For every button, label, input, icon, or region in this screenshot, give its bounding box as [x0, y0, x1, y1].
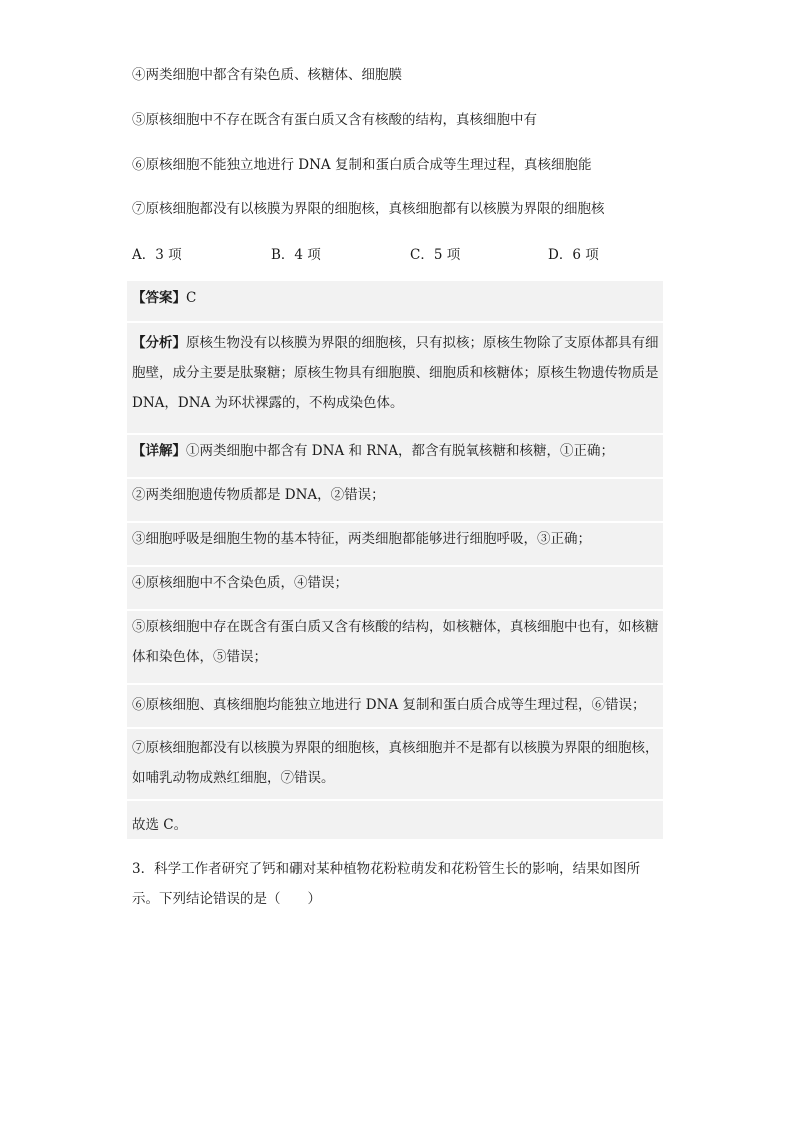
- analysis-paragraph: [132, 328, 664, 418]
- detail-item-1: ①两类细胞中都含有 DNA 和 RNA，都含有脱氧核糖和核糖，①正确；: [186, 443, 614, 459]
- analysis-tag: 【分析】: [132, 335, 186, 351]
- detail-first-line: [132, 440, 664, 462]
- answer-tag: 【答案】: [132, 290, 186, 306]
- option-d: D．6 项: [548, 247, 599, 263]
- answer-line: [132, 287, 664, 309]
- analysis-text: 原核生物没有以核膜为界限的细胞核，只有拟核；原核生物除了支原体都具有细胞壁，成分主要是肽聚糖；原核生物具有细胞膜、细胞质和核糖体；原核生物遗传物质是 DNA，DNA 为环状裸露的，不构成染色体。: [132, 335, 659, 411]
- option-a: A．3 项: [132, 247, 182, 263]
- detail-item-4: ④原核细胞中不含染色质，④错误；: [132, 575, 348, 591]
- answer-options: [132, 243, 664, 265]
- detail-conclusion: 故选 C。: [132, 817, 188, 833]
- detail-tag: 【详解】: [132, 443, 186, 459]
- answer-value: C: [186, 290, 197, 306]
- option-b: B．4 项: [271, 247, 321, 263]
- question-3: 3．科学工作者研究了钙和硼对某种植物花粉粒萌发和花粉管生长的影响，结果如图所示。下列结论错误的是（ ）: [132, 861, 641, 907]
- option-c: C．5 项: [410, 247, 461, 263]
- detail-item-2: ②两类细胞遗传物质都是 DNA，②错误；: [132, 487, 385, 503]
- statement-7: ⑦原核细胞都没有以核膜为界限的细胞核，真核细胞都有以核膜为界限的细胞核: [132, 201, 605, 217]
- detail-item-3: ③细胞呼吸是细胞生物的基本特征，两类细胞都能够进行细胞呼吸，③正确；: [132, 531, 591, 547]
- statement-5: ⑤原核细胞中不存在既含有蛋白质又含有核酸的结构，真核细胞中有: [132, 112, 537, 128]
- statement-6: ⑥原核细胞不能独立地进行 DNA 复制和蛋白质合成等生理过程，真核细胞能: [132, 157, 592, 173]
- detail-item-5: ⑤原核细胞中存在既含有蛋白质又含有核酸的结构，如核糖体，真核细胞中也有，如核糖体和染色体，⑤错误；: [132, 619, 659, 665]
- statement-4: ④两类细胞中都含有染色质、核糖体、细胞膜: [132, 67, 402, 83]
- detail-item-6: ⑥原核细胞、真核细胞均能独立地进行 DNA 复制和蛋白质合成等生理过程，⑥错误；: [132, 697, 646, 713]
- detail-item-7: ⑦原核细胞都没有以核膜为界限的细胞核，真核细胞并不是都有以核膜为界限的细胞核，如哺乳动物成熟红细胞，⑦错误。: [132, 740, 659, 786]
